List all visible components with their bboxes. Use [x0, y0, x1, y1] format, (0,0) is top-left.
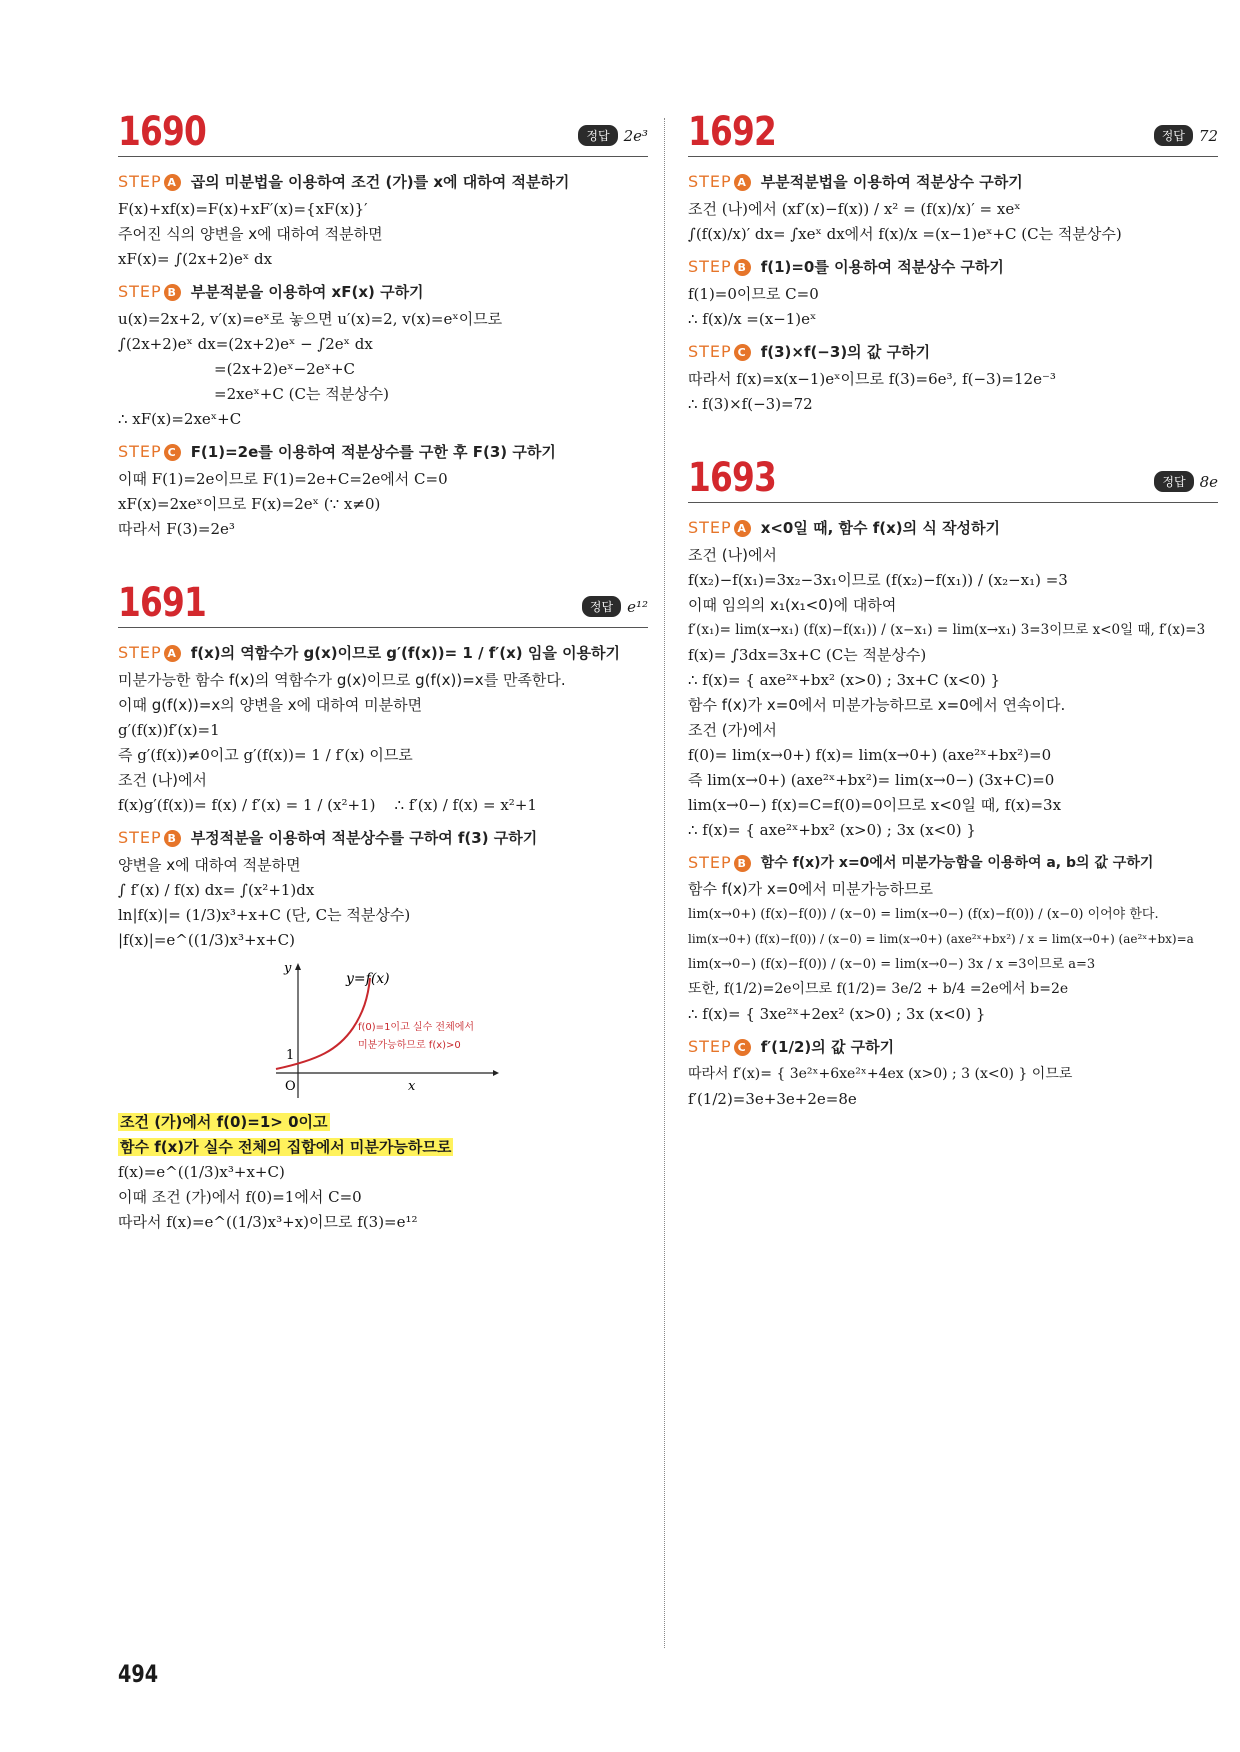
solution-line: ∴ xF(x)=2xeˣ+C [118, 410, 242, 428]
step-title: 부분적분법을 이용하여 적분상수 구하기 [760, 173, 1023, 191]
problem-1692 [688, 109, 1218, 416]
answer [578, 125, 648, 146]
problem-number: 1690 [118, 109, 207, 155]
page-number: 494 [118, 1660, 159, 1688]
step-tag: STEP B [118, 282, 181, 301]
solution-line: 또한, f(1/2)=2e이므로 f(1/2)= 3e/2 + b/4 =2e에서 b=2e [688, 981, 1069, 997]
solution-line: 조건 (가)에서 [688, 721, 777, 739]
answer-value: 72 [1198, 126, 1218, 145]
solution-line: f(x)=e^((1/3)x³+x+C) [118, 1163, 285, 1181]
function-graph [258, 958, 648, 1107]
answer [1154, 471, 1218, 492]
problem-header [118, 580, 648, 628]
answer-badge: 정답 [1154, 471, 1193, 492]
solution-line: 함수 f(x)가 x=0에서 미분가능하므로 x=0에서 연속이다. [688, 696, 1066, 714]
step-tag: STEP B [118, 828, 181, 847]
step-title: f′(1/2)의 값 구하기 [760, 1038, 895, 1056]
solution-line: 조건 (나)에서 (xf′(x)−f(x)) / x² = (f(x)/x)′ = xeˣ [688, 200, 1021, 218]
problem-header [688, 109, 1218, 157]
highlight-line: 함수 f(x)가 실수 전체의 집합에서 미분가능하므로 [120, 1138, 452, 1156]
step-c [118, 441, 648, 462]
solution-line: 즉 g′(f(x))≠0이고 g′(f(x))= 1 / f′(x) 이므로 [118, 746, 413, 764]
step-b [688, 852, 1218, 872]
step-b [688, 256, 1218, 277]
step-title: F(1)=2e를 이용하여 적분상수를 구한 후 F(3) 구하기 [190, 443, 556, 461]
step-b [118, 281, 648, 302]
solution-line: 이때 임의의 x₁(x₁<0)에 대하여 [688, 596, 897, 614]
problem-number: 1693 [688, 455, 777, 501]
step-title: f(x)의 역함수가 g(x)이므로 g′(f(x))= 1 / f′(x) 임을 이용하기 [190, 644, 621, 662]
solution-line: ∴ f(x)= { 3xe²ˣ+2ex² (x>0) ; 3x (x<0) } [688, 1005, 986, 1023]
step-letter-icon: C [734, 1039, 751, 1056]
spacer [118, 543, 648, 583]
step-c [688, 341, 1218, 362]
solution-line: =(2x+2)eˣ−2eˣ+C [214, 360, 356, 378]
solution-line: ∫(2x+2)eˣ dx=(2x+2)eˣ − ∫2eˣ dx [118, 335, 373, 353]
solution-line: 따라서 f′(x)= { 3e²ˣ+6xe²ˣ+4ex (x>0) ; 3 (x<0) } 이므로 [688, 1066, 1073, 1082]
step-tag: STEP C [118, 442, 181, 461]
solution-line: lim(x→0+) (f(x)−f(0)) / (x−0) = lim(x→0−) (f(x)−f(0)) / (x−0) 이어야 한다. [688, 907, 1159, 922]
step-c [688, 1036, 1218, 1057]
step-letter-icon: A [164, 645, 181, 662]
y-axis-label: y [284, 961, 292, 976]
solution-line: 조건 (나)에서 [118, 771, 207, 789]
solution-line: u(x)=2x+2, v′(x)=eˣ로 놓으면 u′(x)=2, v(x)=eˣ이므로 [118, 310, 503, 328]
problem-number: 1692 [688, 109, 777, 155]
solution-line: 이때 F(1)=2e이므로 F(1)=2e+C=2e에서 C=0 [118, 470, 448, 488]
graph-svg [258, 958, 518, 1103]
solution-line: F(x)+xf(x)=F(x)+xF′(x)={xF(x)}′ [118, 200, 368, 218]
highlight-line: 조건 (가)에서 f(0)=1> 0이고 [120, 1113, 328, 1131]
graph-note-line2: 미분가능하므로 f(x)>0 [358, 1040, 461, 1051]
answer-value: 8e [1199, 472, 1218, 491]
column-divider [664, 118, 665, 1648]
step-letter-icon: B [734, 259, 751, 276]
step-tag: STEP B [688, 257, 751, 276]
problem-header [688, 455, 1218, 503]
solution-line: 이때 g(f(x))=x의 양변을 x에 대하여 미분하면 [118, 696, 423, 714]
step-letter-icon: A [164, 174, 181, 191]
solution-line: 주어진 식의 양변을 x에 대하여 적분하면 [118, 225, 383, 243]
step-letter-icon: C [164, 444, 181, 461]
right-column [688, 109, 1218, 1113]
spacer [688, 418, 1218, 458]
step-tag: STEP C [688, 1037, 751, 1056]
solution-line: 즉 lim(x→0+) (axe²ˣ+bx²)= lim(x→0−) (3x+C)=0 [688, 771, 1055, 789]
solution-line: ∴ f(x)/x =(x−1)eˣ [688, 310, 817, 328]
answer-badge: 정답 [1154, 125, 1193, 146]
step-title: 부정적분을 이용하여 적분상수를 구하여 f(3) 구하기 [190, 829, 538, 847]
solution-line: f(x)g′(f(x))= f(x) / f′(x) = 1 / (x²+1) ∴ f′(x) / f(x) = x²+1 [118, 796, 537, 814]
step-letter-icon: C [734, 344, 751, 361]
step-title: f(3)×f(−3)의 값 구하기 [760, 343, 931, 361]
answer-value: e¹² [627, 597, 648, 616]
curve-label: y=f(x) [346, 971, 390, 987]
problem-1690 [118, 109, 648, 541]
y-axis-arrow-icon [295, 963, 301, 970]
solution-line: lim(x→0−) f(x)=C=f(0)=0이므로 x<0일 때, f(x)=3x [688, 796, 1062, 814]
solution-line: 미분가능한 함수 f(x)의 역함수가 g(x)이므로 g(f(x))=x를 만족한다. [118, 671, 566, 689]
answer-badge: 정답 [582, 596, 621, 617]
left-column [118, 109, 648, 1236]
step-title: 함수 f(x)가 x=0에서 미분가능함을 이용하여 a, b의 값 구하기 [760, 855, 1154, 871]
solution-line: f(0)= lim(x→0+) f(x)= lim(x→0+) (axe²ˣ+bx²)=0 [688, 746, 1052, 764]
solution-line: f(x)= ∫3dx=3x+C (C는 적분상수) [688, 646, 927, 664]
step-a [688, 517, 1218, 538]
step-tag: STEP A [118, 172, 181, 191]
solution-line: g′(f(x))f′(x)=1 [118, 721, 220, 739]
solution-line: 따라서 f(x)=x(x−1)eˣ이므로 f(3)=6e³, f(−3)=12e⁻³ [688, 370, 1056, 388]
problem-1693 [688, 455, 1218, 1111]
solution-line: 이때 조건 (가)에서 f(0)=1에서 C=0 [118, 1188, 362, 1206]
answer-value: 2e³ [623, 126, 648, 145]
step-tag: STEP A [688, 172, 751, 191]
origin-label: O [285, 1079, 296, 1094]
solution-line: f′(1/2)=3e+3e+2e=8e [688, 1090, 857, 1108]
step-letter-icon: A [734, 174, 751, 191]
solution-line: ∴ f(x)= { axe²ˣ+bx² (x>0) ; 3x+C (x<0) } [688, 671, 1001, 689]
answer-badge: 정답 [578, 125, 617, 146]
x-axis-label: x [408, 1079, 416, 1094]
solution-line: lim(x→0+) (f(x)−f(0)) / (x−0) = lim(x→0+) (axe²ˣ+bx²) / x = lim(x→0+) (ae²ˣ+bx)=a [688, 932, 1194, 946]
step-b [118, 827, 648, 848]
answer [582, 596, 648, 617]
step-tag: STEP A [118, 643, 181, 662]
solution-line: =2xeˣ+C (C는 적분상수) [214, 385, 390, 403]
answer [1154, 125, 1218, 146]
solution-line: xF(x)= ∫(2x+2)eˣ dx [118, 250, 273, 268]
problem-header [118, 109, 648, 157]
solution-line: 함수 f(x)가 x=0에서 미분가능하므로 [688, 880, 934, 898]
step-a [688, 171, 1218, 192]
solution-line: xF(x)=2xeˣ이므로 F(x)=2eˣ (∵ x≠0) [118, 495, 381, 513]
solution-line: f(1)=0이므로 C=0 [688, 285, 819, 303]
graph-note-line1: f(0)=1이고 실수 전체에서 [358, 1022, 475, 1033]
step-a [118, 171, 648, 192]
problem-1691 [118, 580, 648, 1234]
step-tag: STEP C [688, 342, 751, 361]
solution-line: ∫ f′(x) / f(x) dx= ∫(x²+1)dx [118, 881, 315, 899]
solution-line: ∫(f(x)/x)′ dx= ∫xeˣ dx에서 f(x)/x =(x−1)eˣ+C (C는 적분상수) [688, 225, 1122, 243]
solution-line: f(x₂)−f(x₁)=3x₂−3x₁이므로 (f(x₂)−f(x₁)) / (x₂−x₁) =3 [688, 571, 1068, 589]
step-letter-icon: A [734, 520, 751, 537]
step-title: 곱의 미분법을 이용하여 조건 (가)를 x에 대하여 적분하기 [190, 173, 570, 191]
step-tag: STEP A [688, 518, 751, 537]
step-letter-icon: B [164, 284, 181, 301]
step-title: x<0일 때, 함수 f(x)의 식 작성하기 [760, 519, 1000, 537]
step-letter-icon: B [164, 830, 181, 847]
solution-line: |f(x)|=e^((1/3)x³+x+C) [118, 931, 295, 949]
step-a [118, 642, 648, 663]
solution-line: ln|f(x)|= (1/3)x³+x+C (단, C는 적분상수) [118, 906, 411, 924]
step-tag: STEP B [688, 853, 751, 872]
step-letter-icon: B [734, 855, 751, 872]
x-axis-arrow-icon [493, 1070, 499, 1076]
step-title: 부분적분을 이용하여 xF(x) 구하기 [190, 283, 424, 301]
solution-line: ∴ f(x)= { axe²ˣ+bx² (x>0) ; 3x (x<0) } [688, 821, 976, 839]
problem-number: 1691 [118, 580, 207, 626]
intercept-label: 1 [286, 1048, 295, 1063]
solution-line: 따라서 F(3)=2e³ [118, 520, 235, 538]
solution-line: 양변을 x에 대하여 적분하면 [118, 856, 301, 874]
solution-line: f′(x₁)= lim(x→x₁) (f(x)−f(x₁)) / (x−x₁) = lim(x→x₁) 3=3이므로 x<0일 때, f′(x)=3 [688, 622, 1206, 638]
step-title: f(1)=0를 이용하여 적분상수 구하기 [760, 258, 1004, 276]
solution-line: 조건 (나)에서 [688, 546, 777, 564]
solution-line: 따라서 f(x)=e^((1/3)x³+x)이므로 f(3)=e¹² [118, 1213, 418, 1231]
solution-line: lim(x→0−) (f(x)−f(0)) / (x−0) = lim(x→0−) 3x / x =3이므로 a=3 [688, 957, 1096, 972]
solution-line: ∴ f(3)×f(−3)=72 [688, 395, 813, 413]
